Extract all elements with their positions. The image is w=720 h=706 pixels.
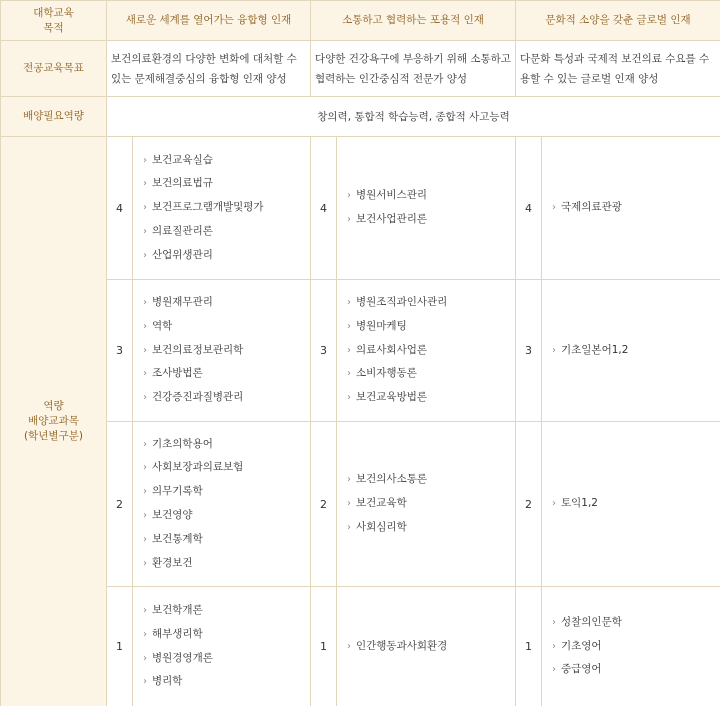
header-row	[1, 1, 720, 41]
course-list-cell	[133, 280, 311, 422]
course-list-cell	[542, 422, 720, 587]
course-item: › 토익1,2	[552, 492, 720, 516]
grade-row-4	[1, 137, 720, 280]
grade-number: 2	[516, 422, 542, 587]
course-item: › 기초의학용어	[143, 433, 310, 457]
goals-label: 전공교육목표	[1, 41, 107, 97]
course-item: › 의무기록학	[143, 480, 310, 504]
course-item: › 사회심리학	[347, 516, 515, 540]
course-item: › 의료사회사업론	[347, 339, 515, 363]
course-list-cell	[542, 280, 720, 422]
course-list-cell	[133, 422, 311, 587]
subjects-label-line-3: (학년별구분)	[24, 430, 83, 442]
course-list	[542, 196, 720, 220]
grade-number: 3	[311, 280, 337, 422]
course-item: › 병원조직과인사관리	[347, 291, 515, 315]
course-item: › 성찰의인문학	[552, 611, 720, 635]
course-item: › 보건영양	[143, 504, 310, 528]
course-list-cell	[337, 137, 516, 280]
goal-global: 다문화 특성과 국제적 보건의료 수요를 수용할 수 있는 글로벌 인재 양성	[516, 41, 720, 97]
grade-number: 2	[311, 422, 337, 587]
course-item: › 보건의료정보관리학	[143, 339, 310, 363]
grade-number: 4	[311, 137, 337, 280]
course-list-cell	[542, 587, 720, 706]
header-corner-line-2: 목적	[43, 21, 64, 34]
competency-label: 배양필요역량	[1, 97, 107, 137]
course-item: › 병리학	[143, 670, 310, 694]
grade-number: 1	[107, 587, 133, 706]
course-list-cell	[542, 137, 720, 280]
course-list	[542, 611, 720, 682]
grade-row-1	[1, 587, 720, 706]
course-item: › 소비자행동론	[347, 362, 515, 386]
course-item: › 보건학개론	[143, 599, 310, 623]
course-list	[542, 339, 720, 363]
course-item: › 산업위생관리	[143, 244, 310, 268]
grade-number: 3	[516, 280, 542, 422]
grade-number: 3	[107, 280, 133, 422]
course-item: › 환경보건	[143, 552, 310, 576]
course-item: › 의료질관리론	[143, 220, 310, 244]
course-item: › 병원재무관리	[143, 291, 310, 315]
grade-number: 2	[107, 422, 133, 587]
course-item: › 조사방법론	[143, 362, 310, 386]
course-item: › 인간행동과사회환경	[347, 635, 515, 659]
course-list-cell	[337, 422, 516, 587]
header-col-global: 문화적 소양을 갖춘 글로벌 인재	[516, 1, 720, 41]
course-list	[133, 149, 310, 268]
course-item: › 기초일본어1,2	[552, 339, 720, 363]
course-item: › 중급영어	[552, 658, 720, 682]
course-list-cell	[133, 587, 311, 706]
header-corner-cell	[1, 1, 107, 41]
grade-row-2	[1, 422, 720, 587]
course-item: › 기초영어	[552, 635, 720, 659]
course-list	[337, 291, 515, 410]
grade-number: 1	[311, 587, 337, 706]
course-list	[133, 433, 310, 576]
header-col-convergence: 새로운 세계를 열어가는 융합형 인재	[107, 1, 311, 41]
goal-inclusive: 다양한 건강욕구에 부응하기 위해 소통하고 협력하는 인간중심적 전문가 양성	[311, 41, 516, 97]
course-item: › 해부생리학	[143, 623, 310, 647]
course-item: › 보건교육방법론	[347, 386, 515, 410]
course-list-cell	[337, 587, 516, 706]
course-list	[133, 599, 310, 694]
course-item: › 보건의료법규	[143, 172, 310, 196]
course-item: › 국제의료관광	[552, 196, 720, 220]
goal-convergence: 보건의료환경의 다양한 변화에 대처할 수 있는 문제해결중심의 융합형 인재 양성	[107, 41, 311, 97]
header-corner-line-1: 대학교육	[33, 6, 74, 19]
course-list	[337, 184, 515, 232]
course-list	[542, 492, 720, 516]
header-col-inclusive: 소통하고 협력하는 포용적 인재	[311, 1, 516, 41]
course-item: › 병원마케팅	[347, 315, 515, 339]
grade-row-3	[1, 280, 720, 422]
course-item: › 건강증진과질병관리	[143, 386, 310, 410]
course-list	[133, 291, 310, 410]
course-list-cell	[337, 280, 516, 422]
course-list	[337, 468, 515, 539]
course-item: › 보건교육학	[347, 492, 515, 516]
course-item: › 병원경영개론	[143, 647, 310, 671]
course-list	[337, 635, 515, 659]
course-item: › 병원서비스관리	[347, 184, 515, 208]
course-item: › 역학	[143, 315, 310, 339]
goals-row	[1, 41, 720, 97]
course-item: › 보건의사소통론	[347, 468, 515, 492]
grade-number: 1	[516, 587, 542, 706]
course-item: › 사회보장과의료보험	[143, 456, 310, 480]
subjects-label	[1, 137, 107, 706]
grade-number: 4	[516, 137, 542, 280]
grade-number: 4	[107, 137, 133, 280]
competency-value: 창의력, 통합적 학습능력, 종합적 사고능력	[107, 97, 720, 137]
course-item: › 보건통계학	[143, 528, 310, 552]
subjects-label-line-1: 역량	[43, 400, 64, 412]
subjects-label-line-2: 배양교과목	[28, 415, 79, 427]
course-item: › 보건사업관리론	[347, 208, 515, 232]
course-item: › 보건교육실습	[143, 149, 310, 173]
course-list-cell	[133, 137, 311, 280]
competency-row	[1, 97, 720, 137]
course-item: › 보건프로그램개발및평가	[143, 196, 310, 220]
